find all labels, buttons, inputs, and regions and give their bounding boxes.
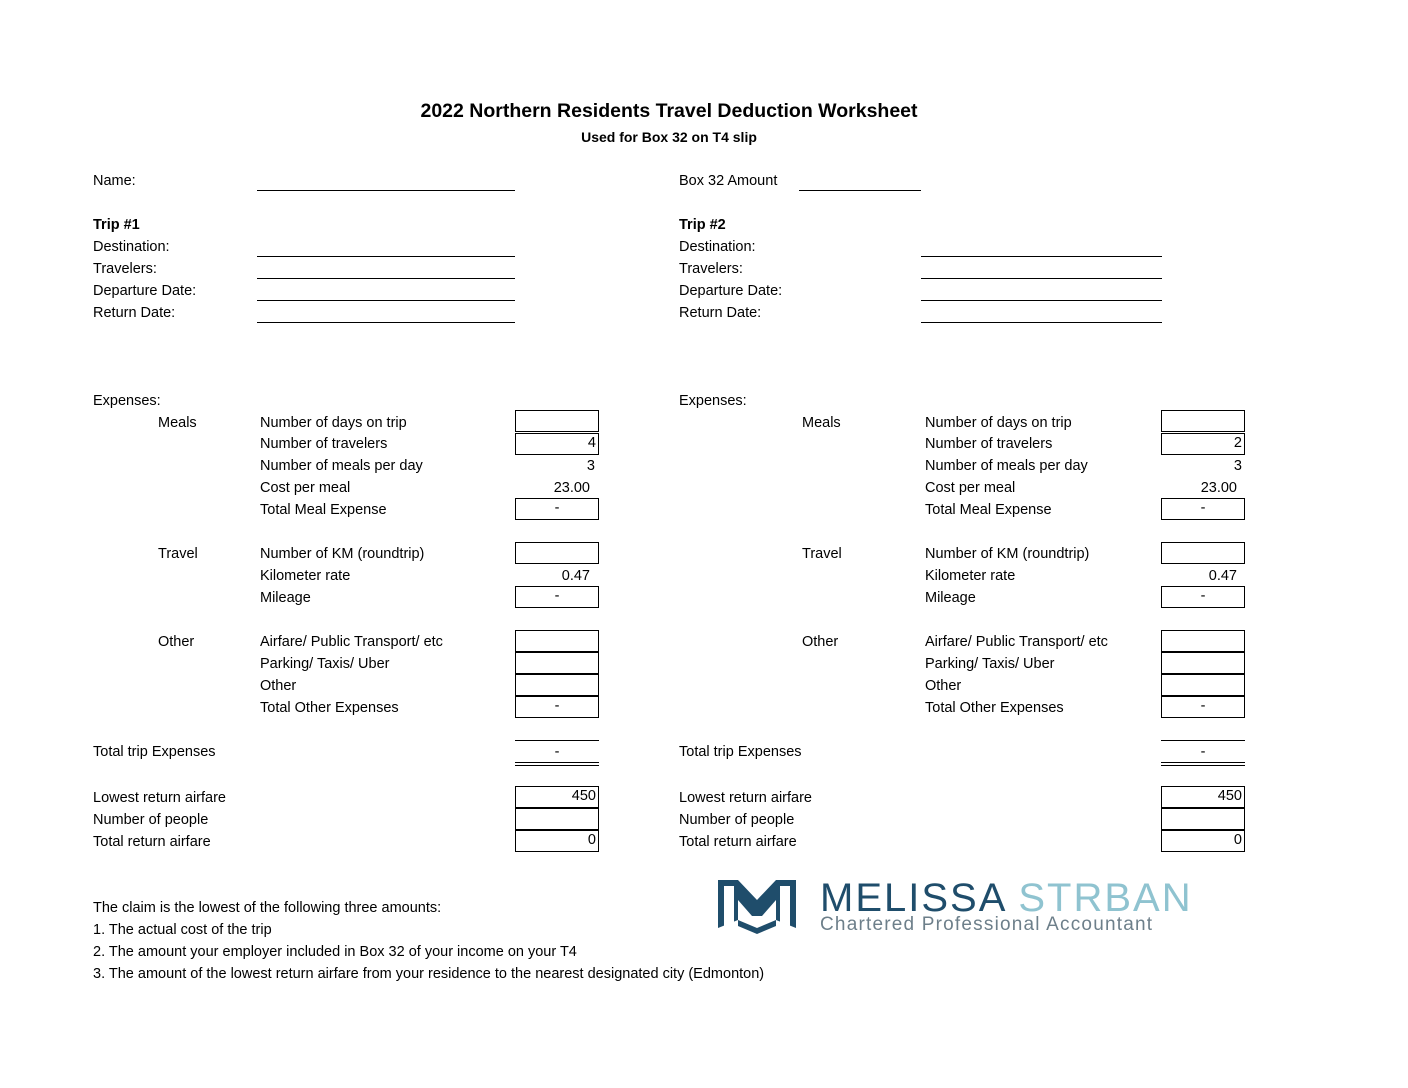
trip2-destination-field[interactable] — [921, 256, 1162, 257]
trip1-total-airfare-label: Total return airfare — [93, 834, 211, 850]
trip1-total-trip-value: - — [554, 744, 560, 760]
trip2-total-airfare-value: 0 — [1161, 830, 1245, 852]
trip2-days-label: Number of days on trip — [925, 415, 1072, 431]
trip2-travelers-count-label: Number of travelers — [925, 436, 1053, 452]
trip2-parking-label: Parking/ Taxis/ Uber — [925, 656, 1055, 672]
trip1-cost-per-meal-label: Cost per meal — [260, 480, 351, 496]
trip2-travelers-field[interactable] — [921, 278, 1162, 279]
trip1-people-input[interactable] — [515, 808, 599, 830]
page-title: 2022 Northern Residents Travel Deduction Worksheet — [420, 100, 918, 122]
trip1-km-rate-label: Kilometer rate — [260, 568, 351, 584]
trip2-cost-per-meal-label: Cost per meal — [925, 480, 1016, 496]
note-line: 2. The amount your employer included in Box 32 of your income on your T4 — [93, 944, 577, 960]
trip2-total-trip-underline — [1161, 762, 1245, 766]
trip1-travelers-count-label: Number of travelers — [260, 436, 388, 452]
trip1-days-label: Number of days on trip — [260, 415, 407, 431]
box32-field[interactable] — [799, 190, 921, 191]
trip1-travelers-count-input[interactable]: 4 — [515, 433, 599, 455]
trip1-meals-label: Meals — [158, 415, 197, 431]
trip1-km-rate-value: 0.47 — [561, 568, 590, 584]
name-field[interactable] — [257, 190, 515, 191]
trip2-airfare-input[interactable] — [1161, 630, 1245, 652]
trip2-total-trip-topline — [1161, 740, 1245, 741]
trip2-travelers-count-input[interactable]: 2 — [1161, 433, 1245, 455]
trip1-travelers-label: Travelers: — [93, 261, 157, 277]
trip2-departure-field[interactable] — [921, 300, 1162, 301]
trip1-mileage-label: Mileage — [260, 590, 311, 606]
trip2-heading: Trip #2 — [679, 217, 726, 233]
trip2-parking-input[interactable] — [1161, 652, 1245, 674]
trip1-mileage-value: - — [515, 586, 599, 608]
trip2-km-rate-label: Kilometer rate — [925, 568, 1016, 584]
trip1-destination-label: Destination: — [93, 239, 170, 255]
note-line: 1. The actual cost of the trip — [93, 922, 272, 938]
trip2-total-trip-label: Total trip Expenses — [679, 744, 802, 760]
trip1-total-trip-topline — [515, 740, 599, 741]
trip2-total-meal-label: Total Meal Expense — [925, 502, 1052, 518]
trip1-parking-input[interactable] — [515, 652, 599, 674]
trip1-days-input[interactable] — [515, 410, 599, 432]
trip1-other-label: Other — [158, 634, 195, 650]
trip2-lowest-airfare-label: Lowest return airfare — [679, 790, 812, 806]
trip1-airfare-label: Airfare/ Public Transport/ etc — [260, 634, 443, 650]
trip2-departure-label: Departure Date: — [679, 283, 783, 299]
trip2-travel-label: Travel — [802, 546, 842, 562]
trip2-km-label: Number of KM (roundtrip) — [925, 546, 1090, 562]
trip2-other-expense-input[interactable] — [1161, 674, 1245, 696]
trip1-total-airfare-value: 0 — [515, 830, 599, 852]
trip2-mileage-value: - — [1161, 586, 1245, 608]
trip2-total-trip-value: - — [1200, 744, 1206, 760]
trip2-total-other-value: - — [1161, 696, 1245, 718]
trip1-parking-label: Parking/ Taxis/ Uber — [260, 656, 390, 672]
trip1-lowest-airfare-input[interactable]: 450 — [515, 786, 599, 808]
trip1-travel-label: Travel — [158, 546, 198, 562]
company-logo — [716, 876, 1196, 938]
trip1-return-label: Return Date: — [93, 305, 176, 321]
trip1-total-other-value: - — [515, 696, 599, 718]
trip2-mileage-label: Mileage — [925, 590, 976, 606]
trip1-departure-label: Departure Date: — [93, 283, 197, 299]
trip2-travelers-label: Travelers: — [679, 261, 743, 277]
trip1-other-expense-input[interactable] — [515, 674, 599, 696]
box32-label: Box 32 Amount — [679, 173, 778, 189]
trip2-total-meal-value: - — [1161, 498, 1245, 520]
logo-name-first: MELISSA — [820, 876, 1006, 920]
trip1-km-input[interactable] — [515, 542, 599, 564]
trip1-total-trip-label: Total trip Expenses — [93, 744, 216, 760]
trip1-other-expense-label: Other — [260, 678, 297, 694]
trip1-airfare-input[interactable] — [515, 630, 599, 652]
note-line: The claim is the lowest of the following three amounts: — [93, 900, 442, 916]
trip2-meals-per-day-value: 3 — [1233, 458, 1242, 474]
trip1-lowest-airfare-label: Lowest return airfare — [93, 790, 226, 806]
trip1-total-trip-underline — [515, 762, 599, 766]
logo-tagline: Chartered Professional Accountant — [820, 914, 1154, 935]
trip2-people-label: Number of people — [679, 812, 795, 828]
open-book-m-icon — [716, 876, 798, 938]
trip1-destination-field[interactable] — [257, 256, 515, 257]
trip2-meals-per-day-label: Number of meals per day — [925, 458, 1088, 474]
trip1-meals-per-day-label: Number of meals per day — [260, 458, 423, 474]
trip1-total-meal-value: - — [515, 498, 599, 520]
trip2-destination-label: Destination: — [679, 239, 756, 255]
trip2-return-field[interactable] — [921, 322, 1162, 323]
trip2-meals-label: Meals — [802, 415, 841, 431]
note-line: 3. The amount of the lowest return airfare from your residence to the nearest designated city (Edmonton) — [93, 966, 765, 982]
trip1-return-field[interactable] — [257, 322, 515, 323]
trip1-heading: Trip #1 — [93, 217, 140, 233]
trip2-airfare-label: Airfare/ Public Transport/ etc — [925, 634, 1108, 650]
name-label: Name: — [93, 173, 136, 189]
trip1-km-label: Number of KM (roundtrip) — [260, 546, 425, 562]
trip2-other-expense-label: Other — [925, 678, 962, 694]
trip2-cost-per-meal-value: 23.00 — [1200, 480, 1237, 496]
trip2-return-label: Return Date: — [679, 305, 762, 321]
trip2-lowest-airfare-input[interactable]: 450 — [1161, 786, 1245, 808]
page-subtitle: Used for Box 32 on T4 slip — [581, 129, 757, 145]
trip2-other-label: Other — [802, 634, 839, 650]
trip1-travelers-field[interactable] — [257, 278, 515, 279]
trip2-km-input[interactable] — [1161, 542, 1245, 564]
trip1-expenses-label: Expenses: — [93, 393, 161, 409]
trip2-km-rate-value: 0.47 — [1208, 568, 1237, 584]
trip2-days-input[interactable] — [1161, 410, 1245, 432]
trip1-total-other-label: Total Other Expenses — [260, 700, 399, 716]
trip2-total-other-label: Total Other Expenses — [925, 700, 1064, 716]
trip1-meals-per-day-value: 3 — [586, 458, 595, 474]
trip1-people-label: Number of people — [93, 812, 209, 828]
trip2-expenses-label: Expenses: — [679, 393, 747, 409]
trip1-cost-per-meal-value: 23.00 — [553, 480, 590, 496]
trip2-people-input[interactable] — [1161, 808, 1245, 830]
trip1-departure-field[interactable] — [257, 300, 515, 301]
trip1-total-meal-label: Total Meal Expense — [260, 502, 387, 518]
trip2-total-airfare-label: Total return airfare — [679, 834, 797, 850]
logo-name-last: STRBAN — [1018, 876, 1193, 920]
